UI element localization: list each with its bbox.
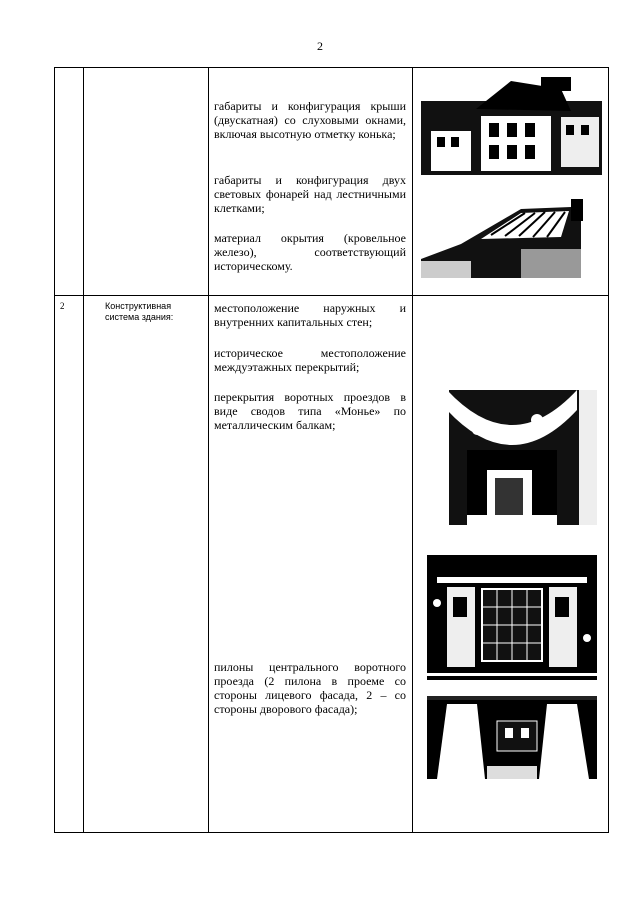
roof-photo-2 <box>421 199 593 278</box>
row-number: 2 <box>60 301 65 311</box>
row-divider <box>55 295 608 296</box>
floors-item: историческое местоположение междуэтажных перекрытий; <box>214 346 406 374</box>
column-divider <box>412 68 413 832</box>
skylights-item: габариты и конфигурация двух световых фонарей над лестничными клетками; <box>214 173 406 215</box>
page-number: 2 <box>317 39 323 53</box>
walls-item: местоположение наружных и внутренних капитальных стен; <box>214 301 406 329</box>
pylon-photo <box>427 676 597 779</box>
vaults-item: перекрытия воротных проездов в виде сводов типа «Монье» по металлическим балкам; <box>214 390 406 432</box>
pylons-item: пилоны центрального воротного проезда (2 пилона в проеме со стороны лицевого фасада, 2 – со стороны дворового фасада); <box>214 660 406 716</box>
column-divider <box>208 68 209 832</box>
roof-material-item: материал окрытия (кровельное железо), соответствующий историческому. <box>214 231 406 273</box>
vault-photo-1 <box>427 390 597 525</box>
heritage-table <box>54 67 609 833</box>
column-divider <box>83 68 84 832</box>
roof-photo-1 <box>421 71 602 175</box>
gate-photo <box>427 543 597 673</box>
roof-dimensions-item: габариты и конфигурация крыши (двускатная) со слуховыми окнами, включая высотную отметку конька; <box>214 99 406 141</box>
section-title: Конструктивная система здания: <box>105 301 174 322</box>
